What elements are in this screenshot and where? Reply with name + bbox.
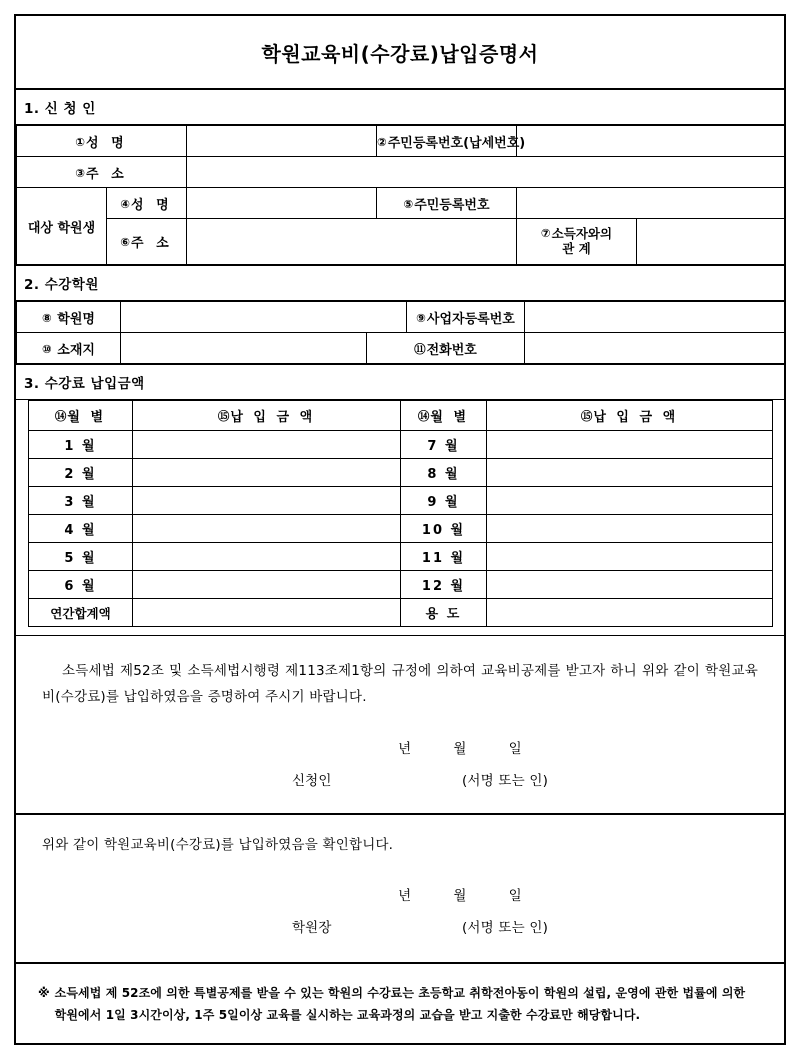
phone-marker: ⑪ bbox=[414, 341, 426, 356]
academy-location-row bbox=[17, 333, 785, 364]
amount-field[interactable] bbox=[487, 543, 773, 571]
month-label: 4 월 bbox=[29, 515, 133, 543]
applicant-rrn-label: 주민등록번호(납세번호) bbox=[387, 135, 526, 151]
payment-table bbox=[28, 400, 773, 627]
applicant-name-field[interactable] bbox=[187, 126, 377, 157]
applicant-name-label: 성 명 bbox=[86, 135, 128, 151]
annual-total-label: 연간합계액 bbox=[29, 599, 133, 627]
amount-field[interactable] bbox=[487, 515, 773, 543]
section1-heading-cell bbox=[16, 90, 784, 125]
footnote-table bbox=[16, 963, 784, 1042]
amount-field[interactable] bbox=[133, 431, 401, 459]
academy-name-field[interactable] bbox=[121, 302, 407, 333]
applicant-address-row bbox=[17, 157, 785, 188]
confirm-date-year: 년 bbox=[398, 888, 412, 905]
request-signer-label: 신청인 bbox=[291, 772, 332, 789]
month-label: 2 월 bbox=[29, 459, 133, 487]
request-sign-line bbox=[42, 769, 758, 789]
request-date-day: 일 bbox=[508, 740, 522, 757]
student-name-label-cell bbox=[107, 188, 187, 219]
amount-field[interactable] bbox=[133, 459, 401, 487]
month-col-marker-left: ⑭ bbox=[54, 409, 67, 423]
student-address-marker: ⑥ bbox=[120, 235, 131, 249]
applicant-name-marker: ① bbox=[75, 134, 86, 149]
confirm-signature-note: (서명 또는 인) bbox=[461, 920, 549, 937]
applicant-address-marker: ③ bbox=[75, 165, 86, 180]
payment-header-amount-left bbox=[133, 401, 401, 431]
request-date-year: 년 bbox=[398, 740, 412, 757]
annual-total-field[interactable] bbox=[133, 599, 401, 627]
confirm-block-cell bbox=[16, 814, 784, 963]
table-row bbox=[29, 571, 773, 599]
month-label: 12 월 bbox=[401, 571, 487, 599]
footnote-bullet-icon: ※ bbox=[38, 986, 50, 1001]
student-rrn-marker: ⑤ bbox=[403, 196, 414, 211]
applicant-name-row bbox=[17, 126, 785, 157]
month-col-label-left: 월 별 bbox=[67, 410, 107, 425]
month-col-marker-right: ⑭ bbox=[417, 409, 430, 423]
footnote-text: 소득세법 제 52조에 의한 특별공제를 받을 수 있는 학원의 수강료는 초등학교 취학전아동이 학원의 설립, 운영에 관한 법률에 의한 학원에서 1일 3시간이상, 1주 5일이상 교육를 실시하는 교육과정의 교습을 받고 지출한 수강료만 해당합니다. bbox=[54, 986, 746, 1023]
request-date-month: 월 bbox=[453, 740, 467, 757]
applicant-address-field[interactable] bbox=[187, 157, 785, 188]
confirm-signer-label: 학원장 bbox=[291, 920, 332, 937]
applicant-rrn-label-cell bbox=[377, 126, 526, 157]
confirm-block-body bbox=[16, 815, 784, 963]
student-group-label: 대상 학원생 bbox=[17, 188, 107, 265]
phone-label: 전화번호 bbox=[426, 342, 477, 358]
location-label: 소재지 bbox=[57, 342, 95, 358]
table-row bbox=[29, 431, 773, 459]
relation-label-line2: 관 계 bbox=[562, 240, 591, 256]
payment-header-month-left bbox=[29, 401, 133, 431]
section2-heading-cell bbox=[16, 266, 784, 301]
purpose-label: 용 도 bbox=[401, 599, 487, 627]
academy-name-marker: ⑧ bbox=[42, 310, 52, 325]
footnote-cell bbox=[16, 964, 784, 1043]
location-label-cell bbox=[17, 333, 121, 364]
amount-field[interactable] bbox=[133, 571, 401, 599]
location-marker: ⑩ bbox=[42, 341, 52, 356]
payment-header-row bbox=[29, 401, 773, 431]
applicant-rrn-marker: ② bbox=[377, 134, 387, 149]
confirm-block-table bbox=[16, 814, 784, 964]
confirm-block-row bbox=[16, 814, 784, 963]
month-label: 10 월 bbox=[401, 515, 487, 543]
request-block-table bbox=[16, 635, 784, 814]
month-label: 8 월 bbox=[401, 459, 487, 487]
academy-name-label: 학원명 bbox=[57, 311, 95, 327]
student-rrn-label: 주민등록번호 bbox=[414, 197, 490, 213]
student-rrn-field[interactable] bbox=[517, 188, 785, 219]
month-label: 1 월 bbox=[29, 431, 133, 459]
student-name-marker: ④ bbox=[120, 196, 131, 211]
phone-label-cell bbox=[367, 333, 525, 364]
month-label: 5 월 bbox=[29, 543, 133, 571]
section1-heading: 1. 신 청 인 bbox=[24, 101, 96, 117]
amount-field[interactable] bbox=[487, 571, 773, 599]
relation-field[interactable] bbox=[637, 219, 785, 265]
table-row bbox=[29, 459, 773, 487]
student-address-label: 주 소 bbox=[131, 236, 173, 251]
amount-col-marker-right: ⑮ bbox=[580, 409, 593, 423]
confirm-date-line bbox=[42, 884, 758, 904]
student-name-field[interactable] bbox=[187, 188, 377, 219]
section3-heading-row bbox=[16, 365, 784, 400]
applicant-table bbox=[16, 125, 785, 265]
relation-label-cell bbox=[517, 219, 637, 265]
amount-field[interactable] bbox=[133, 515, 401, 543]
request-date-line bbox=[42, 737, 758, 757]
student-name-label: 성 명 bbox=[131, 197, 173, 213]
applicant-rrn-field[interactable] bbox=[517, 126, 785, 157]
month-label: 11 월 bbox=[401, 543, 487, 571]
footnote-row bbox=[16, 964, 784, 1043]
academy-name-label-cell bbox=[17, 302, 121, 333]
title-cell bbox=[16, 16, 784, 89]
biz-no-label: 사업자등록번호 bbox=[426, 311, 515, 327]
purpose-field[interactable] bbox=[487, 599, 773, 627]
amount-field[interactable] bbox=[133, 543, 401, 571]
request-block-body bbox=[16, 636, 784, 813]
amount-field[interactable] bbox=[487, 431, 773, 459]
amount-field[interactable] bbox=[487, 487, 773, 515]
payment-header-amount-right bbox=[487, 401, 773, 431]
table-row bbox=[29, 543, 773, 571]
applicant-address-label: 주 소 bbox=[86, 166, 128, 182]
request-block-row bbox=[16, 636, 784, 814]
section2-heading: 2. 수강학원 bbox=[24, 277, 99, 293]
relation-label-line1: 소득자와의 bbox=[551, 226, 613, 242]
month-label: 7 월 bbox=[401, 431, 487, 459]
month-col-label-right: 월 별 bbox=[430, 410, 470, 425]
student-address-label-cell bbox=[107, 219, 187, 265]
page-title: 학원교육비(수강료)납입증명서 bbox=[261, 41, 539, 66]
title-row bbox=[16, 16, 784, 89]
confirm-paragraph: 위와 같이 학원교육비(수강료)를 납입하였음을 확인합니다. bbox=[42, 836, 394, 853]
section3-heading-cell bbox=[16, 365, 784, 400]
student-address-row bbox=[17, 219, 785, 265]
section2-heading-row bbox=[16, 266, 784, 301]
applicant-address-label-cell bbox=[17, 157, 187, 188]
phone-field[interactable] bbox=[525, 333, 785, 364]
request-block-cell bbox=[16, 636, 784, 814]
form-border bbox=[14, 14, 786, 1045]
applicant-name-label-cell bbox=[17, 126, 187, 157]
table-row bbox=[29, 487, 773, 515]
section1-heading-table bbox=[16, 89, 784, 125]
section2-heading-table bbox=[16, 265, 784, 301]
academy-name-row bbox=[17, 302, 785, 333]
table-row-total bbox=[29, 599, 773, 627]
payment-header-month-right bbox=[401, 401, 487, 431]
biz-no-field[interactable] bbox=[525, 302, 785, 333]
request-signature-note: (서명 또는 인) bbox=[461, 772, 549, 789]
title-table bbox=[16, 16, 784, 89]
confirm-sign-line bbox=[42, 916, 758, 936]
amount-col-label-left: 납 입 금 액 bbox=[230, 410, 316, 425]
confirm-date-day: 일 bbox=[508, 888, 522, 905]
section3-heading-table bbox=[16, 364, 784, 400]
amount-col-marker-left: ⑮ bbox=[217, 409, 230, 423]
section1-heading-row bbox=[16, 90, 784, 125]
amount-field[interactable] bbox=[133, 487, 401, 515]
month-label: 9 월 bbox=[401, 487, 487, 515]
amount-col-label-right: 납 입 금 액 bbox=[593, 410, 679, 425]
table-row bbox=[29, 515, 773, 543]
student-address-field[interactable] bbox=[187, 219, 517, 265]
month-label: 3 월 bbox=[29, 487, 133, 515]
month-label: 6 월 bbox=[29, 571, 133, 599]
footnote-content bbox=[38, 982, 758, 1026]
confirm-date-month: 월 bbox=[453, 888, 467, 905]
biz-no-label-cell bbox=[407, 302, 525, 333]
request-paragraph: 소득세법 제52조 및 소득세법시행령 제113조제1항의 규정에 의하여 교육비공제를 받고자 하니 위와 같이 학원교육비(수강료)를 납입하였음을 증명하여 주시기 바랍니다. bbox=[42, 663, 758, 706]
location-field[interactable] bbox=[121, 333, 367, 364]
amount-field[interactable] bbox=[487, 459, 773, 487]
relation-marker: ⑦ bbox=[540, 226, 551, 241]
section3-heading: 3. 수강료 납입금액 bbox=[24, 376, 145, 392]
academy-table bbox=[16, 301, 785, 364]
student-rrn-label-cell bbox=[377, 188, 517, 219]
student-name-row bbox=[17, 188, 785, 219]
biz-no-marker: ⑨ bbox=[416, 310, 426, 325]
